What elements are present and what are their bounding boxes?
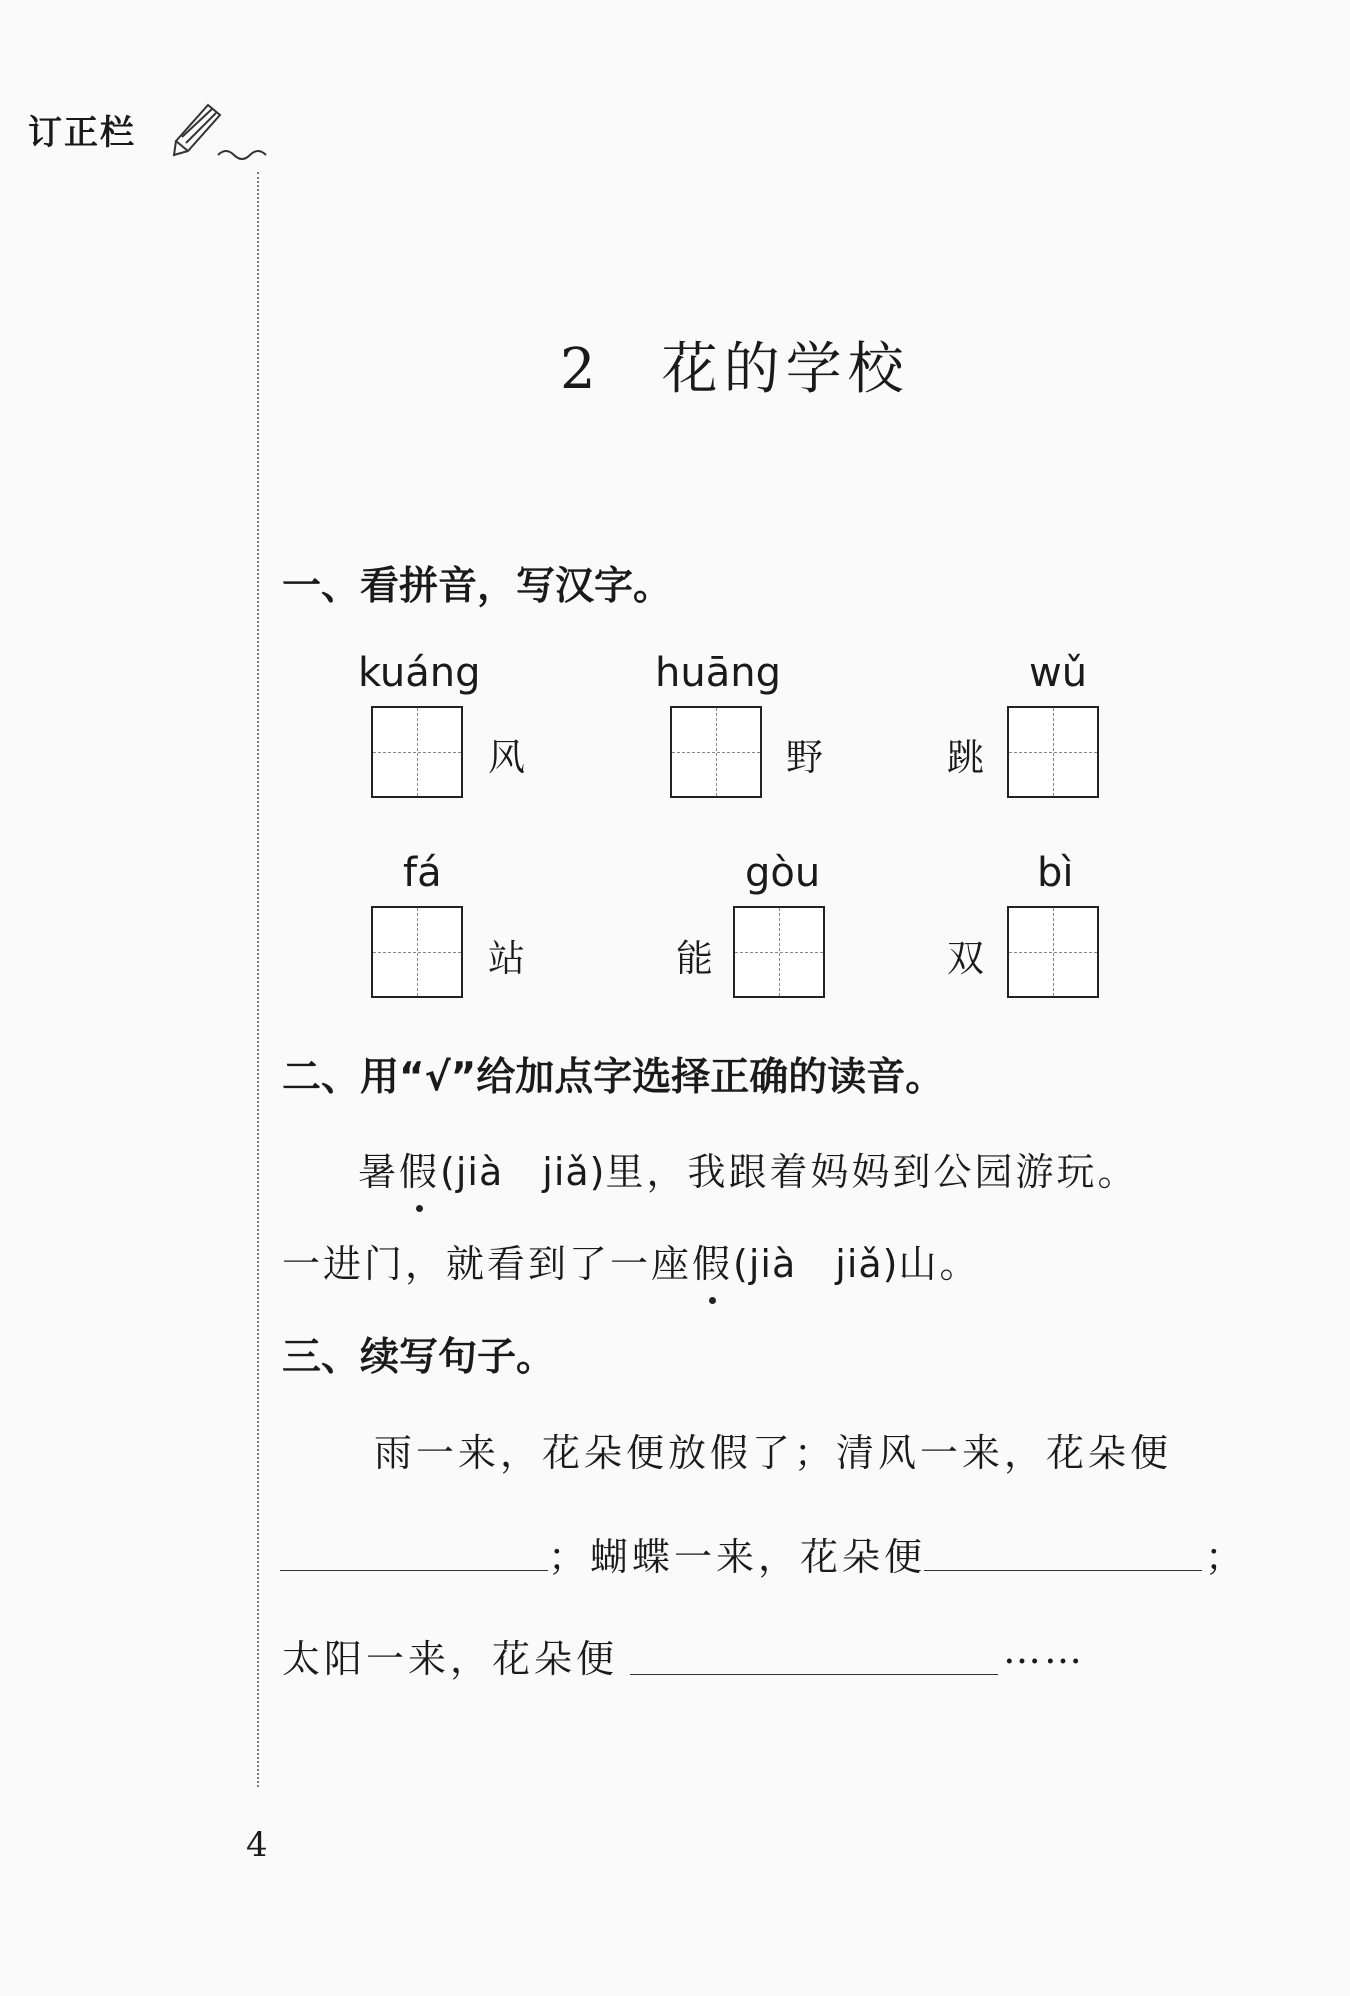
section3-line2-end: ； bbox=[1205, 1535, 1247, 1579]
section3-heading: 三、续写句子。 bbox=[282, 1335, 556, 1380]
section2-line1 bbox=[358, 1141, 1139, 1196]
text-shu: 暑 bbox=[358, 1150, 400, 1194]
page-number: 4 bbox=[246, 1825, 268, 1865]
answer-box-huang[interactable] bbox=[670, 706, 762, 798]
text-line2-end: 山。 bbox=[898, 1242, 981, 1286]
pinyin-gou: gòu bbox=[745, 850, 821, 896]
char-zhan: 站 bbox=[488, 937, 525, 980]
char-shuang: 双 bbox=[947, 937, 984, 980]
reading-options-2[interactable]: (jià jiǎ) bbox=[733, 1242, 899, 1286]
lesson-title-text: 花的学校 bbox=[661, 337, 910, 402]
answer-blank-2[interactable] bbox=[924, 1570, 1202, 1571]
char-ye: 野 bbox=[786, 736, 823, 779]
lesson-number: 2 bbox=[560, 337, 602, 402]
section3-line3-end: …… bbox=[1003, 1628, 1085, 1672]
text-line1-rest: 里，我跟着妈妈到公园游玩。 bbox=[605, 1150, 1139, 1194]
section3-line1: 雨一来，花朵便放假了；清风一来，花朵便 bbox=[374, 1431, 1173, 1475]
pinyin-bi: bì bbox=[1037, 850, 1074, 896]
answer-box-fa[interactable] bbox=[371, 906, 463, 998]
pinyin-wu: wǔ bbox=[1029, 650, 1088, 696]
char-tiao: 跳 bbox=[947, 736, 984, 779]
correction-column-header bbox=[28, 105, 136, 154]
lesson-title bbox=[560, 325, 910, 405]
correction-column-divider bbox=[257, 172, 259, 1787]
pinyin-kuang: kuáng bbox=[358, 650, 481, 696]
section3-line2-mid: ；蝴蝶一来，花朵便 bbox=[548, 1535, 927, 1579]
answer-box-wu[interactable] bbox=[1007, 706, 1099, 798]
section2-line2 bbox=[282, 1233, 981, 1288]
section1-heading: 一、看拼音，写汉字。 bbox=[282, 564, 673, 609]
correction-column-label: 订正栏 bbox=[28, 113, 136, 153]
section3-line3-start: 太阳一来，花朵便 bbox=[282, 1637, 619, 1681]
section2-heading: 二、用“√”给加点字选择正确的读音。 bbox=[282, 1055, 945, 1100]
pencil-icon bbox=[168, 93, 278, 163]
dotted-char-jia-1: 假 bbox=[399, 1141, 440, 1196]
char-feng: 风 bbox=[488, 736, 525, 779]
answer-blank-1[interactable] bbox=[280, 1570, 548, 1571]
text-line2-start: 一进门，就看到了一座 bbox=[282, 1242, 693, 1286]
char-neng: 能 bbox=[676, 937, 713, 980]
answer-blank-3[interactable] bbox=[630, 1674, 998, 1675]
answer-box-kuang[interactable] bbox=[371, 706, 463, 798]
dotted-char-jia-2: 假 bbox=[692, 1233, 733, 1288]
pinyin-fa: fá bbox=[403, 850, 442, 896]
answer-box-gou[interactable] bbox=[733, 906, 825, 998]
pinyin-huang: huāng bbox=[655, 650, 781, 696]
reading-options-1[interactable]: (jià jiǎ) bbox=[440, 1150, 606, 1194]
answer-box-bi[interactable] bbox=[1007, 906, 1099, 998]
